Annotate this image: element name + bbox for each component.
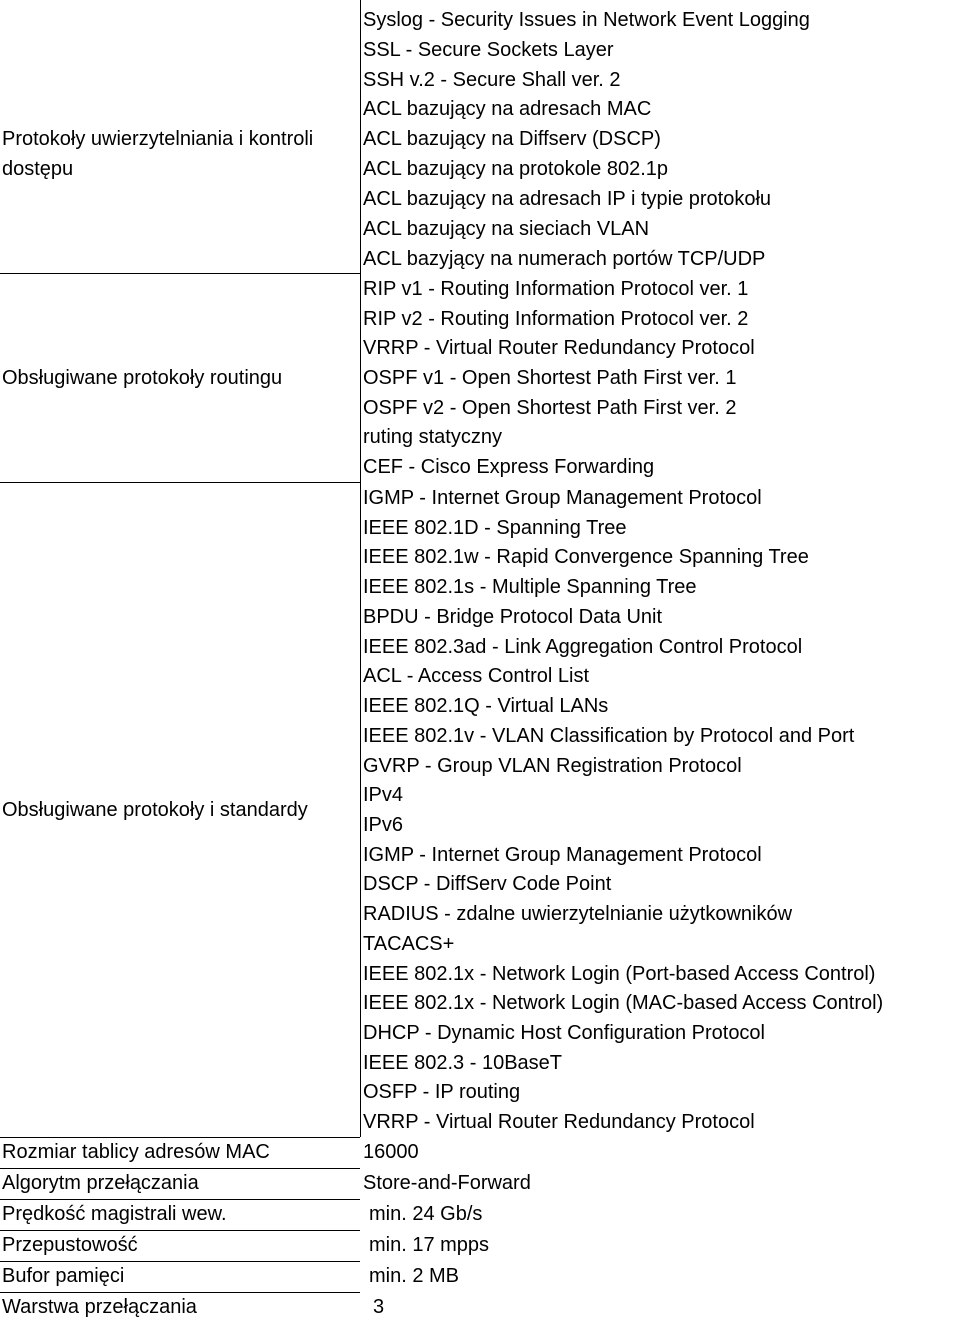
protocol-item: GVRP - Group VLAN Registration Protocol: [363, 755, 742, 777]
spec-value: Store-and-Forward: [363, 1172, 531, 1194]
row-divider: [0, 1261, 360, 1262]
row-divider: [0, 482, 360, 483]
row-label: Algorytm przełączania: [2, 1172, 199, 1194]
protocol-item: ACL - Access Control List: [363, 665, 590, 687]
protocol-item: VRRP - Virtual Router Redundancy Protocol: [363, 1111, 755, 1133]
protocol-item: IEEE 802.1s - Multiple Spanning Tree: [363, 576, 697, 598]
protocol-item: Syslog - Security Issues in Network Event Logging: [363, 9, 810, 31]
row-divider: [0, 1292, 360, 1293]
row-label: Rozmiar tablicy adresów MAC: [2, 1141, 270, 1163]
spec-value: min. 24 Gb/s: [369, 1203, 483, 1225]
protocol-item: IGMP - Internet Group Management Protocol: [363, 844, 762, 866]
protocol-item: OSPF v2 - Open Shortest Path First ver. 2: [363, 397, 737, 419]
protocol-item: RADIUS - zdalne uwierzytelnianie użytkowników: [363, 903, 793, 925]
protocol-item: RIP v2 - Routing Information Protocol ver. 2: [363, 308, 749, 330]
row-label: Protokoły uwierzytelniania i kontroli: [2, 128, 314, 150]
protocol-item: SSH v.2 - Secure Shall ver. 2: [363, 69, 621, 91]
protocol-item: IPv4: [363, 784, 404, 806]
protocol-item: BPDU - Bridge Protocol Data Unit: [363, 606, 663, 628]
row-divider: [0, 1137, 360, 1138]
row-label: dostępu: [2, 158, 74, 180]
protocol-item: OSPF v1 - Open Shortest Path First ver. 1: [363, 367, 737, 389]
spec-value: min. 2 MB: [369, 1265, 460, 1287]
protocol-item: ACL bazujący na Diffserv (DSCP): [363, 128, 661, 150]
row-label: Prędkość magistrali wew.: [2, 1203, 227, 1225]
row-label: Obsługiwane protokoły routingu: [2, 367, 283, 389]
protocol-item: ACL bazyjący na numerach portów TCP/UDP: [363, 248, 766, 270]
column-divider: [360, 0, 361, 1137]
row-label: Warstwa przełączania: [2, 1296, 197, 1318]
protocol-item: IEEE 802.1w - Rapid Convergence Spanning Tree: [363, 546, 809, 568]
protocol-item: VRRP - Virtual Router Redundancy Protocol: [363, 337, 755, 359]
protocol-item: IEEE 802.1D - Spanning Tree: [363, 517, 627, 539]
protocol-item: ACL bazujący na adresach MAC: [363, 98, 652, 120]
protocol-item: IGMP - Internet Group Management Protocol: [363, 487, 762, 509]
spec-value: min. 17 mpps: [369, 1234, 490, 1256]
protocol-item: IEEE 802.1v - VLAN Classification by Protocol and Port: [363, 725, 855, 747]
protocol-item: IPv6: [363, 814, 404, 836]
row-label: Obsługiwane protokoły i standardy: [2, 799, 308, 821]
protocol-item: IEEE 802.1x - Network Login (MAC-based Access Control): [363, 992, 884, 1014]
row-divider: [0, 273, 360, 274]
protocol-item: IEEE 802.1x - Network Login (Port-based Access Control): [363, 963, 876, 985]
protocol-item: ACL bazujący na sieciach VLAN: [363, 218, 650, 240]
protocol-item: IEEE 802.3ad - Link Aggregation Control Protocol: [363, 636, 803, 658]
protocol-item: CEF - Cisco Express Forwarding: [363, 456, 655, 478]
protocol-item: RIP v1 - Routing Information Protocol ver. 1: [363, 278, 749, 300]
protocol-item: IEEE 802.1Q - Virtual LANs: [363, 695, 609, 717]
protocol-item: ruting statyczny: [363, 426, 502, 448]
row-label: Bufor pamięci: [2, 1265, 125, 1287]
protocol-item: DHCP - Dynamic Host Configuration Protocol: [363, 1022, 766, 1044]
row-divider: [0, 1230, 360, 1231]
row-divider: [0, 1168, 360, 1169]
protocol-item: ACL bazujący na adresach IP i typie protokołu: [363, 188, 772, 210]
protocol-item: OSFP - IP routing: [363, 1081, 521, 1103]
protocol-item: TACACS+: [363, 933, 455, 955]
spec-value: 3: [373, 1296, 385, 1318]
row-divider: [0, 1199, 360, 1200]
protocol-item: SSL - Secure Sockets Layer: [363, 39, 614, 61]
protocol-item: DSCP - DiffServ Code Point: [363, 873, 612, 895]
protocol-item: IEEE 802.3 - 10BaseT: [363, 1052, 563, 1074]
row-label: Przepustowość: [2, 1234, 138, 1256]
protocol-item: ACL bazujący na protokole 802.1p: [363, 158, 669, 180]
spec-value: 16000: [363, 1141, 419, 1163]
